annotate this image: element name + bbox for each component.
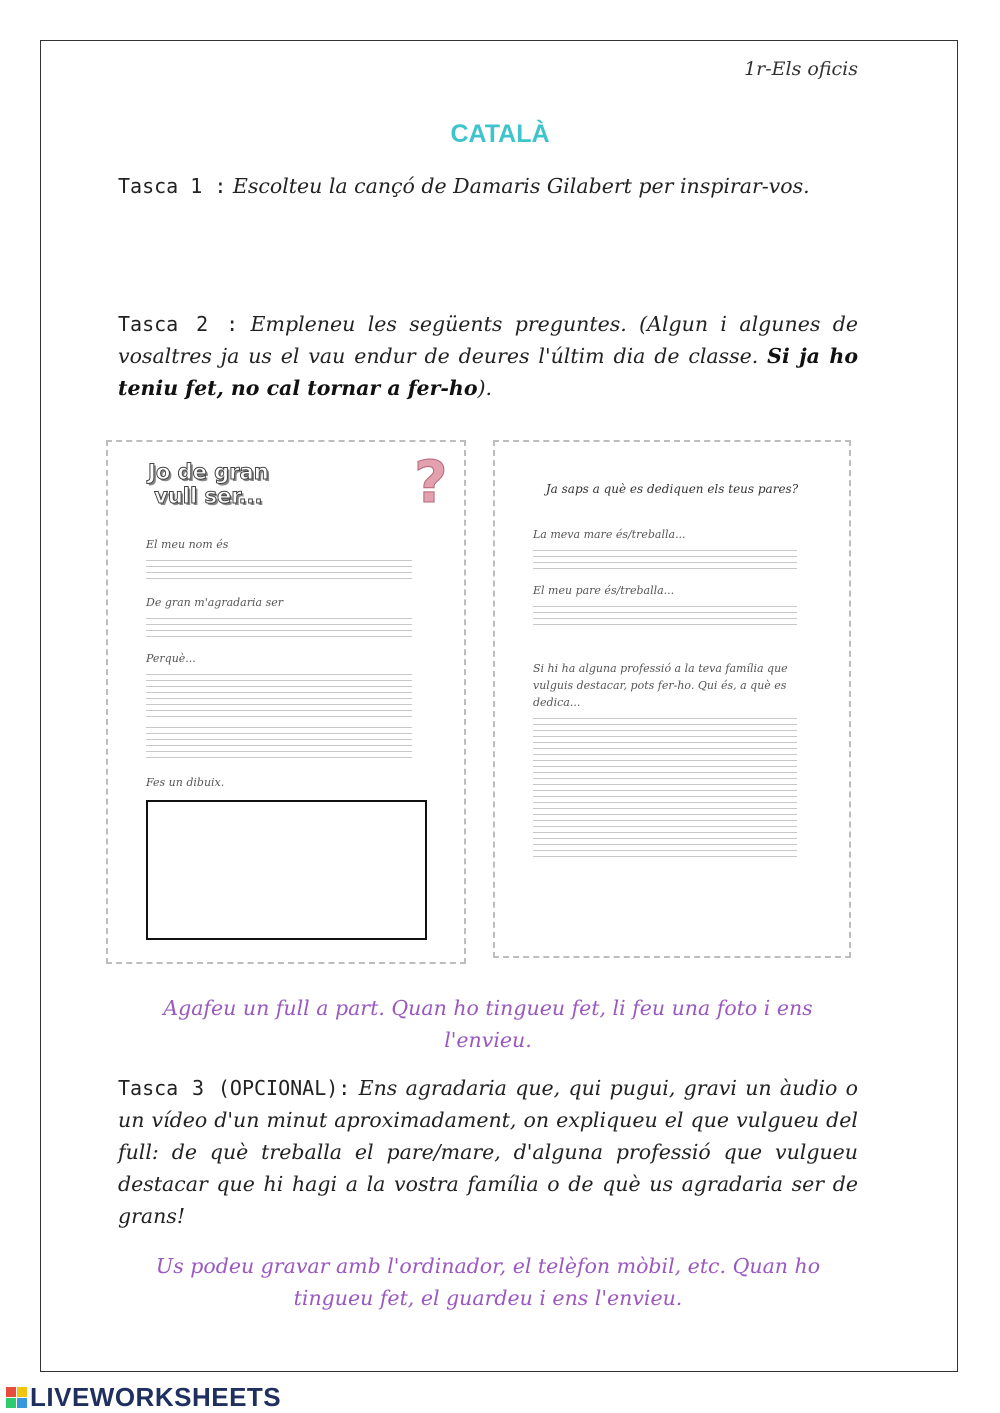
field-other-lines[interactable] <box>533 718 797 862</box>
field-father-label: El meu pare és/treballa... <box>533 584 675 597</box>
worksheet-left-title-line2: vull ser... <box>154 484 263 508</box>
worksheet-left-title <box>148 460 269 508</box>
task2-label: Tasca 2 : <box>118 312 239 336</box>
worksheet-left-title-line1: Jo de gran <box>148 460 269 484</box>
worksheet-left <box>106 440 466 964</box>
drawing-box[interactable] <box>146 800 427 940</box>
field-job-label: De gran m'agradaria ser <box>146 596 283 609</box>
field-other-label: Si hi ha alguna professió a la teva família que vulguis destacar, pots fer-ho. Qui és, a què es dedica... <box>533 662 788 709</box>
brand-name: LIVEWORKSHEETS <box>30 1382 282 1412</box>
field-draw-label: Fes un dibuix. <box>146 776 225 789</box>
task3-paragraph <box>118 1072 858 1232</box>
instruction-record: Us podeu gravar amb l'ordinador, el telèfon mòbil, etc. Quan ho tingueu fet, el guardeu i ens l'envieu. <box>155 1254 821 1310</box>
task2-bold-text: Si ja ho teniu fet, no cal tornar a fer-ho <box>118 344 858 400</box>
task1-text: Escolteu la cançó de Damaris Gilabert per inspirar-vos. <box>226 174 810 198</box>
brand-logo-icon <box>6 1387 28 1409</box>
question-mark-icon: ? <box>414 448 448 516</box>
unit-label: 1r-Els oficis <box>744 58 858 80</box>
field-why-label: Perquè... <box>146 652 196 665</box>
task2-paragraph <box>118 308 858 404</box>
field-mother-label: La meva mare és/treballa... <box>533 528 686 541</box>
task2-text: Empleneu les següents preguntes. (Algun i algunes de vosaltres ja us el vau endur de deures l'últim dia de classe. <box>118 312 858 368</box>
field-mother-lines[interactable] <box>533 550 797 574</box>
brand-logo[interactable] <box>6 1382 281 1413</box>
page-title: CATALÀ <box>450 120 550 148</box>
instruction-photo: Agafeu un full a part. Quan ho tingueu fet, li feu una foto i ens l'envieu. <box>163 996 813 1052</box>
task2-text-end: ). <box>477 376 493 400</box>
task3-label: Tasca 3 (OPCIONAL): <box>118 1076 351 1100</box>
field-name-lines[interactable] <box>146 560 412 584</box>
worksheet-right-heading: Ja saps a què es dediquen els teus pares? <box>545 482 799 496</box>
task1-label: Tasca 1 : <box>118 174 227 198</box>
field-name-label: El meu nom és <box>146 538 229 551</box>
task3-text: Ens agradaria que, qui pugui, gravi un àudio o un vídeo d'un minut aproximadament, on expliqueu el que vulgueu del full: de què treballa el pare/mare, d'alguna professió que vulgueu destacar que hi hagi a la vostra família o de què us agradaria ser de grans! <box>118 1076 859 1228</box>
field-why-lines[interactable] <box>146 674 412 763</box>
task1-paragraph <box>118 170 858 202</box>
worksheet-right <box>493 440 851 958</box>
field-father-lines[interactable] <box>533 606 797 630</box>
field-job-lines[interactable] <box>146 618 412 642</box>
